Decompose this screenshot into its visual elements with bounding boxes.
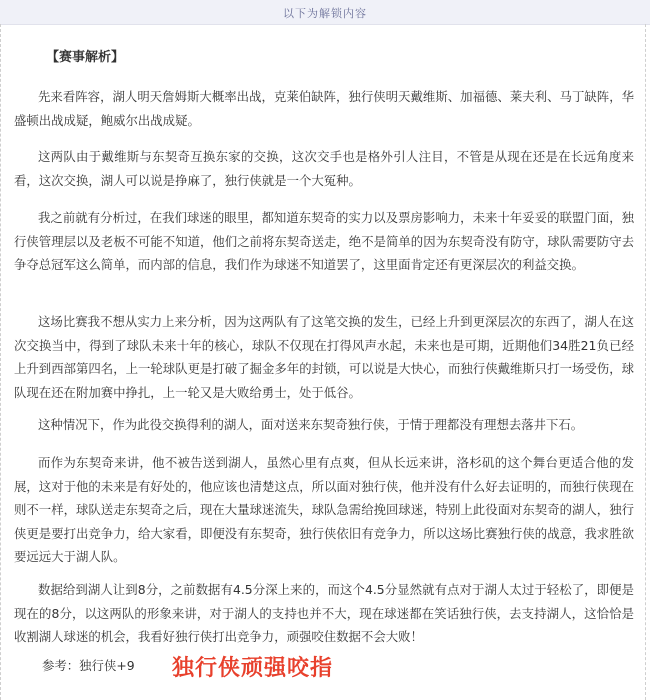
- paragraph-situation: 这种情况下，作为此役交换得利的湖人，面对送来东契奇独行侠，于情于理都没有理想去落井下石。: [38, 417, 584, 432]
- unlock-header: [0, 0, 650, 25]
- overlay-caption: 独行侠顽强咬指: [172, 656, 334, 681]
- paragraph-analysis: 我之前就有分析过，在我们球迷的眼里，都知道东契奇的实力以及票房影响力，未来十年妥妥的联盟门面，独行侠管理层以及老板不可能不知道，他们之前将东契奇送走，绝不是简单的因为东契奇没有防守，球队需要防守去争夺总冠军这么简单，而内部的信息，我们作为球迷不知道罢了，这里面肯定还有更深层次的利益交换。: [14, 210, 634, 273]
- reference-pick: 参考：独行侠+9: [42, 658, 135, 673]
- unlock-header-title: 以下为解锁内容: [283, 7, 367, 20]
- section-title: 【赛事解析】: [46, 50, 125, 65]
- paragraph-trade-impact: 这两队由于戴维斯与东契奇互换东家的交换，这次交手也是格外引人注目，不管是从现在还是在长远角度来看，这次交换，湖人可以说是挣麻了，独行侠就是一个大冤种。: [14, 149, 634, 188]
- paragraph-odds: 数据给到湖人让到8分，之前数据有4.5分深上来的，而这个4.5分显然就有点对于湖人太过于轻松了，即便是现在的8分，以这两队的形象来讲，对于湖人的支持也并不大，现在球迷都在笑话独行侠，去支持湖人，这恰恰是收割湖人球迷的机会，我看好独行侠打出竞争力，顽强咬住数据不会大败！: [14, 582, 634, 645]
- paragraph-lineup: 先来看阵容，湖人明天詹姆斯大概率出战，克莱伯缺阵，独行侠明天戴维斯、加福德、莱夫利、马丁缺阵，华盛顿出战成疑，鲍威尔出战成疑。: [14, 89, 634, 128]
- paragraph-team-form: 这场比赛我不想从实力上来分析，因为这两队有了这笔交换的发生，已经上升到更深层次的东西了，湖人在这次交换当中，得到了球队未来十年的核心，球队不仅现在打得风声水起，未来也是可期，近期他们34胜21负已经上升到西部第四名，上一轮球队更是打破了掘金多年的封锁，可以说是大快心，而独行侠戴维斯只打一场受伤，球队现在还在附加赛中挣扎，上一轮又是大败给勇士，处于低谷。: [14, 314, 634, 400]
- paragraph-motivation: 而作为东契奇来讲，他不被告送到湖人，虽然心里有点爽，但从长远来讲，洛杉矶的这个舞台更适合他的发展，这对于他的未来是有好处的，他应该也清楚这点，所以面对独行侠，他并没有什么好去证明的，而独行侠现在则不一样，球队送走东契奇之后，现在大量球迷流失，球队急需给挽回球迷，特别上此役面对东契奇的湖人，独行侠更是要打出竞争力，给大家看，即便没有东契奇，独行侠依旧有竞争力，所以这场比赛独行侠的战意，我求胜欲要远远大于湖人队。: [14, 455, 634, 565]
